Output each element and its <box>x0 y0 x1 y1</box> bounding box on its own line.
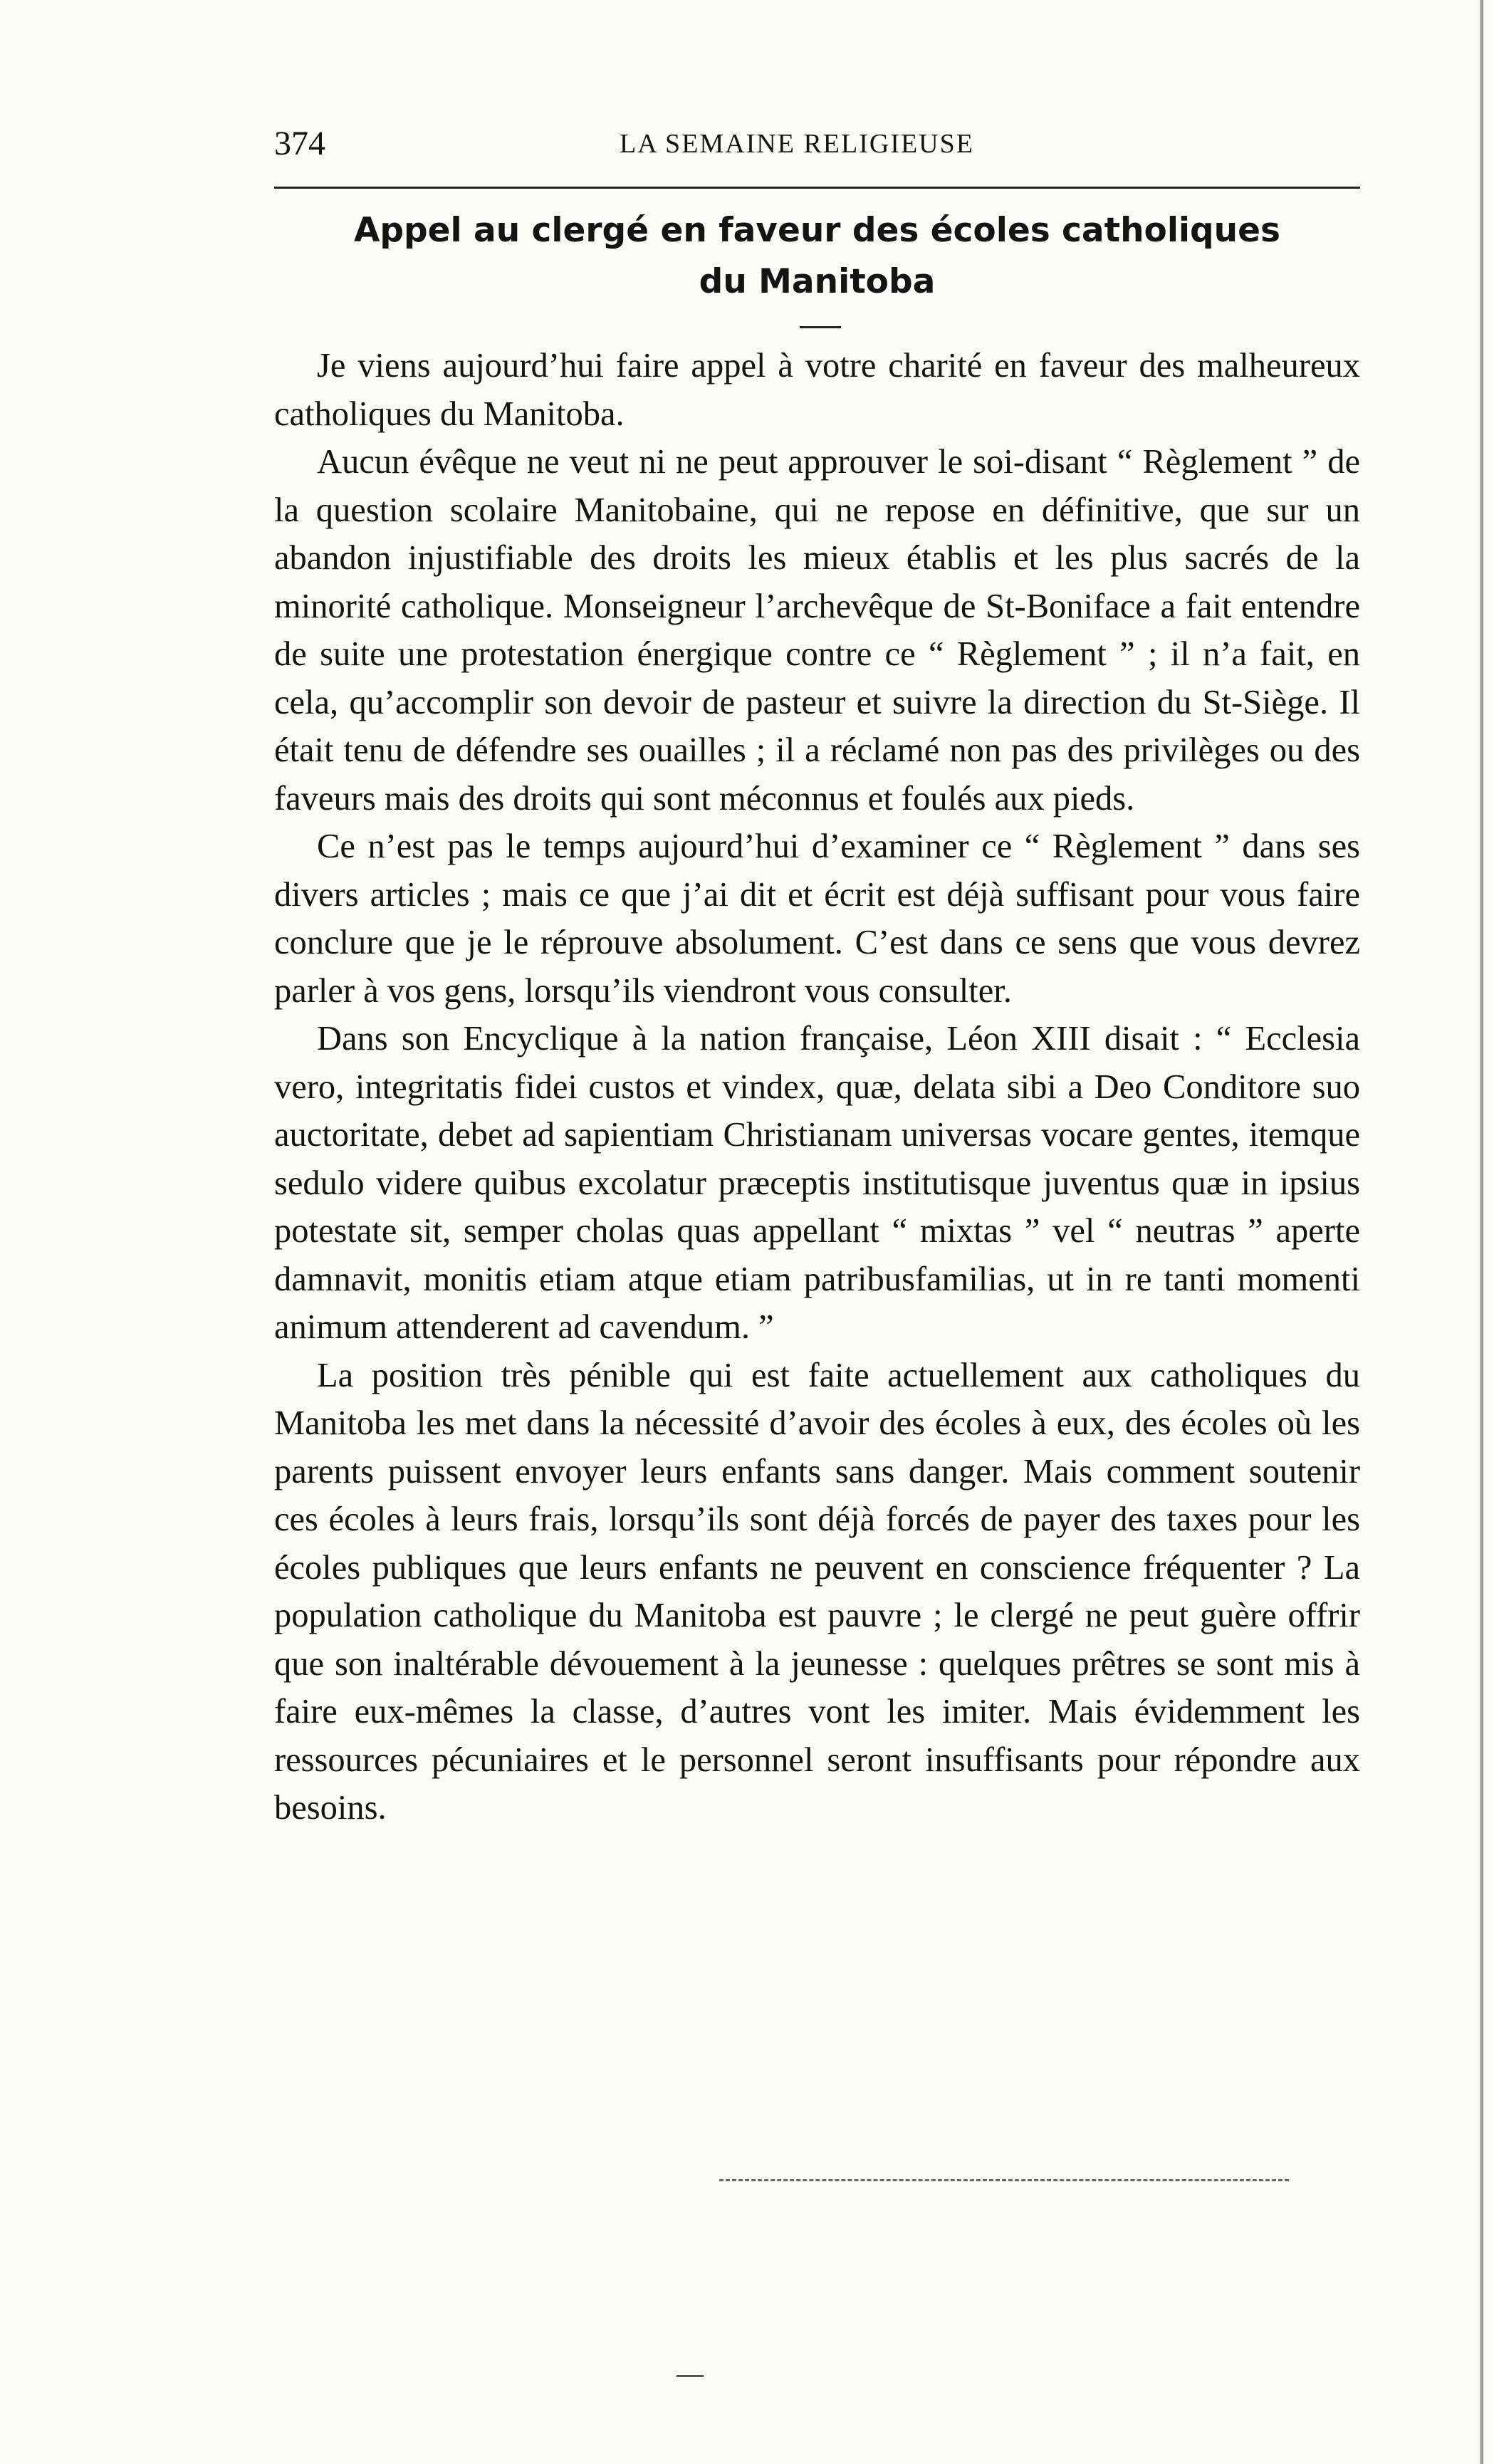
journal-title: LA SEMAINE RELIGIEUSE <box>620 129 974 159</box>
paragraph-5: La position très pénible qui est faite actuellement aux catholiques du Manitoba les met dans la nécessité d’avoir des écoles à eux, des écoles où les parents puissent envoyer leurs enfants sans danger. Mais comment soutenir ces écoles à leurs frais, lorsqu’ils sont déjà forcés de payer des taxes pour les écoles publiques que leurs enfants ne peuvent en conscience fréquenter ? La population catholique du Manitoba est pauvre ; le clergé ne peut guère offrir que son inaltérable dévouement à la jeunesse : quelques prêtres se sont mis à faire eux-mêmes la classe, d’autres vont les imiter. Mais évidemment les ressources pécuniaires et le personnel seront insuffisants pour répondre aux besoins. <box>274 1356 1360 1827</box>
scan-edge-shadow <box>1480 0 1483 2464</box>
article-title-line-2: du Manitoba <box>699 262 936 301</box>
title-separator-dash <box>800 326 841 328</box>
paragraph-2: Aucun évêque ne veut ni ne peut approuver le soi-disant “ Règlement ” de la question scolaire Manitobaine, qui ne repose en définitive, que sur un abandon injustifiable des droits les mieux établis et les plus sacrés de la minorité catholique. Monseigneur l’archevêque de St-Boniface a fait entendre de suite une protestation énergique contre ce “ Règlement ” ; il n’a fait, en cela, qu’accomplir son devoir de pasteur et suivre la direction du St-Siège. Il était tenu de défendre ses ouailles ; il a réclamé non pas des privilèges ou des faveurs mais des droits qui sont méconnus et foulés aux pieds. <box>274 443 1360 818</box>
article-title-line-1: Appel au clergé en faveur des écoles catholiques <box>353 211 1280 250</box>
running-head <box>274 118 1360 169</box>
paragraph-4-latin-quote: Dans son Encyclique à la nation française, Léon XIII disait : “ Ecclesia vero, integritatis fidei custos et vindex, quæ, delata sibi a Deo Conditore suo auctoritate, debet ad sapientiam Christianam universas vocare gentes, itemque sedulo videre quibus excolatur præceptis institutisque juventus quæ in ipsius potestate sit, semper cholas quas appellant “ mixtas ” vel “ neutras ” aperte damnavit, monitis etiam atque etiam patribusfamilias, ut in re tanti momenti animum attenderent ad cavendum. ” <box>274 1020 1360 1346</box>
end-dashed-rule <box>719 2179 1289 2181</box>
paragraph-3: Ce n’est pas le temps aujourd’hui d’examiner ce “ Règlement ” dans ses divers articles ; mais ce que j’ai dit et écrit est déjà suffisant pour vous faire conclure que je le réprouve absolument. C’est dans ce sens que vous devrez parler à vos gens, lorsqu’ils viendront vous consulter. <box>274 828 1360 1010</box>
article-title <box>274 205 1360 308</box>
page-number: 374 <box>274 125 325 162</box>
article-body <box>274 342 1360 1832</box>
header-rule <box>274 187 1360 189</box>
paragraph-1: Je viens aujourd’hui faire appel à votre charité en faveur des malheureux catholiques du Manitoba. <box>274 347 1360 433</box>
bottom-mark-dash <box>677 2375 704 2377</box>
